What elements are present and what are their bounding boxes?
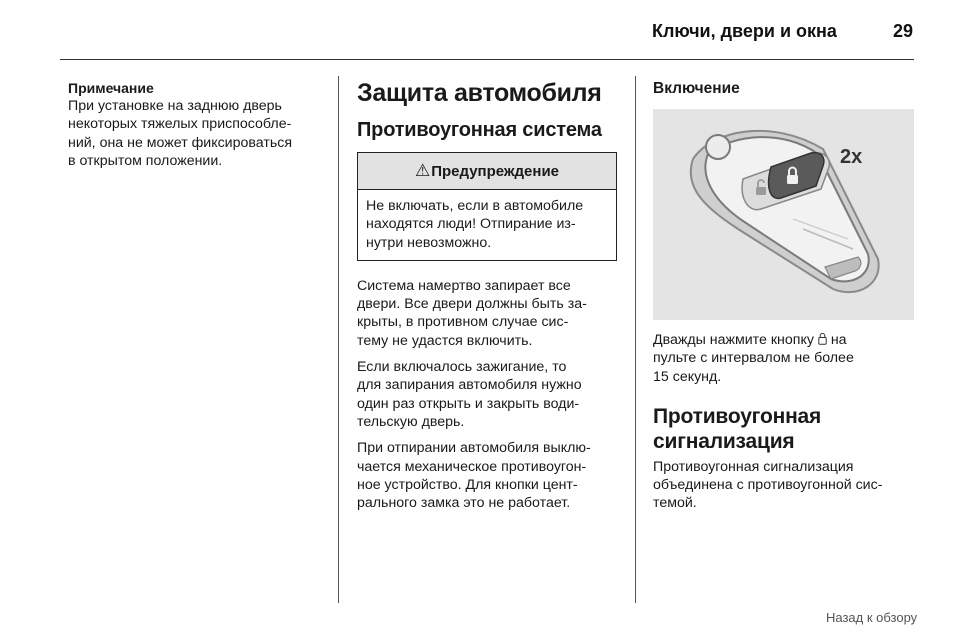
key-fob-icon: [653, 109, 914, 320]
alarm-title: [653, 404, 915, 454]
text-line: двери. Все двери должны быть за-: [357, 296, 587, 313]
page-number: 29: [893, 21, 914, 41]
text-line: нутри невозможно.: [366, 234, 492, 251]
paragraph: [357, 277, 619, 350]
activation-instruction: [653, 331, 915, 386]
alarm-text: [653, 458, 915, 513]
text-line: один раз открыть и закрыть води-: [357, 395, 580, 412]
activation-heading: Включение: [653, 80, 740, 97]
section-title: Защита автомобиля: [357, 79, 602, 107]
column-activation: [653, 76, 915, 513]
text-line: находятся люди! Отпирание из-: [366, 216, 576, 233]
text-line: ное устройство. Для кнопки цент-: [357, 476, 578, 493]
text-line: Противоугонная сигнализация: [653, 458, 854, 475]
text-line: тельскую дверь.: [357, 413, 465, 430]
warning-header: [358, 153, 616, 190]
text-line: ний, она не может фиксироваться: [68, 134, 293, 151]
paragraph: [357, 439, 619, 512]
title-line: сигнализация: [653, 429, 795, 453]
text-fragment: на: [826, 332, 847, 348]
title-line: Противоугонная: [653, 404, 822, 428]
note-text: [68, 97, 326, 170]
warning-triangle-icon: ⚠: [414, 161, 431, 180]
text-line: пульте с интервалом не более: [653, 350, 854, 367]
text-line: в открытом положении.: [68, 152, 223, 169]
key-fob-illustration: [653, 109, 914, 320]
subsection-title: Противоугонная система: [357, 119, 602, 141]
text-line: При установке на заднюю дверь: [68, 98, 282, 114]
text-line: [653, 331, 915, 349]
text-line: для запирания автомобиля нужно: [357, 377, 582, 394]
header-title: Ключи, двери и окна: [652, 21, 837, 41]
lock-button-icon: [818, 332, 827, 343]
text-line: некоторых тяжелых приспособле-: [68, 116, 292, 133]
press-twice-label: 2x: [840, 146, 863, 168]
column-divider: [338, 76, 339, 603]
text-line: чается механическое противоугон-: [357, 458, 587, 475]
text-line: рального замка это не работает.: [357, 495, 571, 512]
column-note: [68, 76, 326, 170]
text-line: Если включалось зажигание, то: [357, 359, 567, 376]
text-line: Система намертво запирает все: [357, 277, 571, 294]
paragraph: [357, 358, 619, 431]
text-line: При отпирании автомобиля выклю-: [357, 440, 591, 457]
warning-box: [357, 152, 617, 261]
note-title: Примечание: [68, 80, 154, 96]
text-line: крыты, в противном случае сис-: [357, 314, 569, 331]
text-line: тему не удастся включить.: [357, 332, 533, 349]
text-line: Не включать, если в автомобиле: [366, 198, 584, 214]
warning-text: [358, 190, 616, 260]
text-line: объединена с противоугонной сис-: [653, 477, 883, 494]
text-line: темой.: [653, 495, 697, 512]
back-to-overview-link[interactable]: Назад к обзору: [826, 610, 918, 625]
text-line: 15 секунд.: [653, 368, 722, 385]
header-divider: [60, 59, 914, 60]
text-fragment: Дважды нажмите кнопку: [653, 332, 818, 348]
column-divider: [635, 76, 636, 603]
warning-title: Предупреждение: [431, 162, 560, 180]
column-vehicle-protection: [357, 76, 619, 512]
